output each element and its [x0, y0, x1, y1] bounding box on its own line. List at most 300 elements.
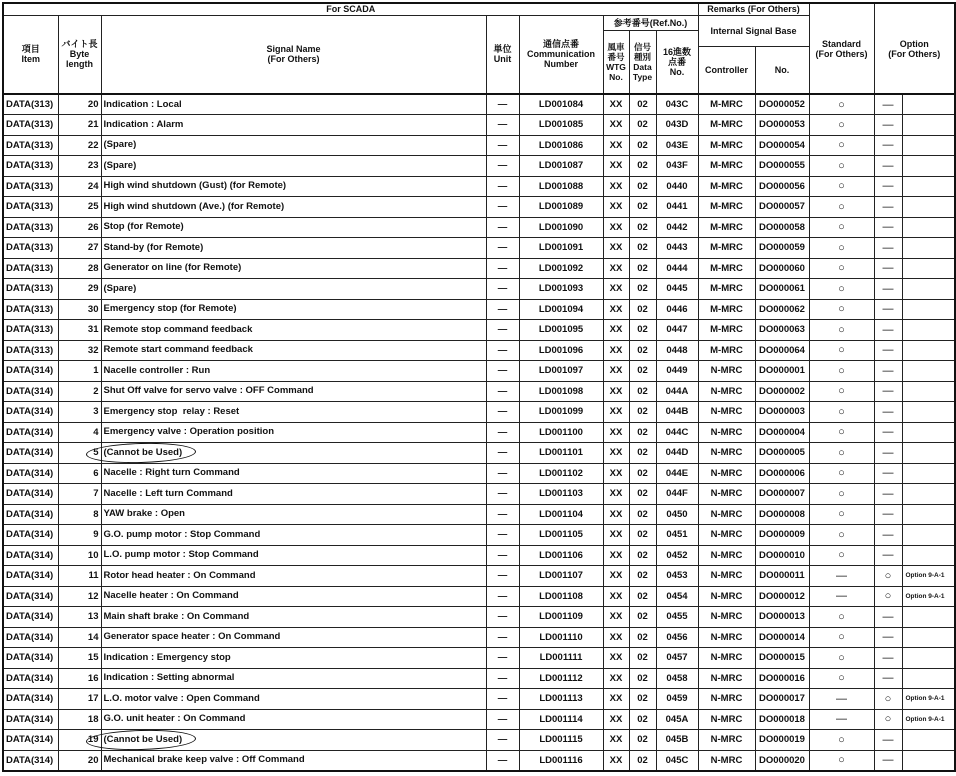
- option-header: [874, 3, 955, 94]
- standard-mark-cell: ○: [809, 525, 874, 546]
- item-cell: DATA(314): [3, 443, 58, 464]
- controller-cell: M-MRC: [698, 197, 755, 218]
- data-type-cell: 02: [629, 463, 656, 484]
- signal-base-number-cell: DO000003: [755, 402, 809, 423]
- wtg-no-cell: XX: [603, 217, 629, 238]
- option-mark-cell: —: [874, 361, 902, 382]
- option-note-cell: [902, 504, 955, 525]
- communication-number-cell: LD001100: [519, 422, 603, 443]
- option-note-cell: [902, 320, 955, 341]
- wtg-no-cell: XX: [603, 689, 629, 710]
- item-cell: DATA(313): [3, 217, 58, 238]
- table-row: [3, 176, 955, 197]
- hex-number-cell: 0458: [656, 668, 698, 689]
- signal-base-number-cell: DO000056: [755, 176, 809, 197]
- wtg-no-cell: XX: [603, 299, 629, 320]
- option-note-cell: [902, 750, 955, 771]
- table-row: [3, 258, 955, 279]
- data-type-cell: 02: [629, 94, 656, 115]
- communication-number-cell: LD001095: [519, 320, 603, 341]
- communication-number-cell: LD001105: [519, 525, 603, 546]
- signal-name-text: L.O. motor valve : Open Command: [103, 692, 260, 704]
- signal-name-text: Nacelle controller : Run: [103, 364, 211, 376]
- communication-number-cell: LD001096: [519, 340, 603, 361]
- byte-length-cell: 15: [58, 648, 101, 669]
- byte-length-cell: 17: [58, 689, 101, 710]
- standard-mark-cell: ○: [809, 750, 874, 771]
- communication-number-cell: LD001098: [519, 381, 603, 402]
- standard-mark-cell: ○: [809, 668, 874, 689]
- byte-length-cell: 20: [58, 94, 101, 115]
- signal-name-cell: [101, 217, 486, 238]
- table-row: [3, 279, 955, 300]
- wtg-no-cell: XX: [603, 115, 629, 136]
- signal-name-header: [101, 15, 486, 94]
- controller-cell: N-MRC: [698, 689, 755, 710]
- standard-header-sublabel: (For Others): [815, 48, 868, 59]
- data-type-cell: 02: [629, 238, 656, 259]
- hex-number-cell: 044E: [656, 463, 698, 484]
- unit-cell: —: [486, 525, 519, 546]
- signal-name-cell: [101, 238, 486, 259]
- communication-number-cell: LD001101: [519, 443, 603, 464]
- signal-base-number-cell: DO000005: [755, 443, 809, 464]
- item-cell: DATA(314): [3, 689, 58, 710]
- byte-length-cell: 9: [58, 525, 101, 546]
- standard-mark-cell: —: [809, 586, 874, 607]
- table-row: [3, 709, 955, 730]
- communication-number-cell: LD001099: [519, 402, 603, 423]
- signal-name-text: (Spare): [103, 139, 137, 151]
- option-mark-cell: —: [874, 525, 902, 546]
- table-row: [3, 648, 955, 669]
- hex-number-cell: 0459: [656, 689, 698, 710]
- byte-length-cell: 28: [58, 258, 101, 279]
- standard-mark-cell: ○: [809, 463, 874, 484]
- option-note-cell: [902, 115, 955, 136]
- internal-signal-base-header: Internal Signal Base: [698, 15, 809, 46]
- signal-base-number-cell: DO000052: [755, 94, 809, 115]
- signal-name-header-label: Signal Name: [266, 44, 321, 55]
- controller-cell: N-MRC: [698, 545, 755, 566]
- wtg-no-cell: XX: [603, 627, 629, 648]
- signal-base-number-cell: DO000063: [755, 320, 809, 341]
- option-mark-cell: —: [874, 484, 902, 505]
- controller-cell: M-MRC: [698, 217, 755, 238]
- standard-mark-cell: ○: [809, 730, 874, 751]
- byte-length-cell: 10: [58, 545, 101, 566]
- option-mark-cell: —: [874, 197, 902, 218]
- data-type-cell: 02: [629, 525, 656, 546]
- table-row: [3, 627, 955, 648]
- signal-name-text: Shut Off valve for servo valve : OFF Command: [103, 385, 314, 397]
- option-mark-cell: —: [874, 504, 902, 525]
- option-mark-cell: ○: [874, 566, 902, 587]
- signal-base-number-cell: DO000010: [755, 545, 809, 566]
- standard-mark-cell: ○: [809, 320, 874, 341]
- controller-cell: M-MRC: [698, 299, 755, 320]
- standard-mark-cell: ○: [809, 402, 874, 423]
- wtg-no-cell: XX: [603, 607, 629, 628]
- byte-length-cell: 19: [58, 730, 101, 751]
- byte-length-cell: 13: [58, 607, 101, 628]
- unit-cell: —: [486, 730, 519, 751]
- controller-cell: M-MRC: [698, 176, 755, 197]
- byte-length-cell: 26: [58, 217, 101, 238]
- data-type-cell: 02: [629, 668, 656, 689]
- communication-number-cell: LD001108: [519, 586, 603, 607]
- item-cell: DATA(314): [3, 586, 58, 607]
- standard-mark-cell: ○: [809, 135, 874, 156]
- wtg-no-header-jp2: 番号: [607, 51, 625, 62]
- data-type-cell: 02: [629, 115, 656, 136]
- option-note-cell: [902, 443, 955, 464]
- unit-cell: —: [486, 299, 519, 320]
- communication-number-cell: LD001085: [519, 115, 603, 136]
- signal-name-cell: [101, 627, 486, 648]
- table-row: [3, 299, 955, 320]
- byte-length-header-jp: バイト長: [61, 39, 98, 50]
- data-type-cell: 02: [629, 484, 656, 505]
- controller-cell: M-MRC: [698, 135, 755, 156]
- byte-length-cell: 31: [58, 320, 101, 341]
- wtg-no-cell: XX: [603, 566, 629, 587]
- item-cell: DATA(314): [3, 545, 58, 566]
- signal-name-cell: [101, 115, 486, 136]
- option-mark-cell: —: [874, 648, 902, 669]
- controller-cell: N-MRC: [698, 668, 755, 689]
- controller-cell: N-MRC: [698, 627, 755, 648]
- unit-cell: —: [486, 94, 519, 115]
- signal-name-cell: [101, 463, 486, 484]
- item-header-en: Item: [21, 54, 40, 65]
- byte-length-cell: 2: [58, 381, 101, 402]
- unit-header-jp: 単位: [493, 44, 512, 55]
- unit-cell: —: [486, 545, 519, 566]
- option-note-cell: [902, 607, 955, 628]
- wtg-no-header-en1: WTG: [606, 61, 626, 72]
- table-row: [3, 586, 955, 607]
- table-row: [3, 443, 955, 464]
- hex-number-header: [656, 30, 698, 94]
- data-type-cell: 02: [629, 156, 656, 177]
- data-type-cell: 02: [629, 279, 656, 300]
- signal-name-text: Remote stop command feedback: [103, 323, 253, 335]
- communication-number-cell: LD001092: [519, 258, 603, 279]
- standard-mark-cell: ○: [809, 156, 874, 177]
- option-note-cell: [902, 197, 955, 218]
- item-cell: DATA(314): [3, 668, 58, 689]
- signal-name-cell: [101, 443, 486, 464]
- signal-name-text: Indication : Emergency stop: [103, 651, 231, 663]
- table-row: [3, 525, 955, 546]
- standard-mark-cell: ○: [809, 381, 874, 402]
- signal-name-text: YAW brake : Open: [103, 508, 185, 520]
- unit-cell: —: [486, 361, 519, 382]
- unit-cell: —: [486, 156, 519, 177]
- item-cell: DATA(314): [3, 730, 58, 751]
- standard-mark-cell: ○: [809, 484, 874, 505]
- table-row: [3, 463, 955, 484]
- signal-name-cell: [101, 422, 486, 443]
- wtg-no-cell: XX: [603, 197, 629, 218]
- data-type-header: [629, 30, 656, 94]
- data-type-cell: 02: [629, 750, 656, 771]
- item-cell: DATA(314): [3, 484, 58, 505]
- controller-cell: N-MRC: [698, 484, 755, 505]
- signal-name-cell: [101, 709, 486, 730]
- option-mark-cell: —: [874, 750, 902, 771]
- wtg-no-cell: XX: [603, 402, 629, 423]
- data-type-cell: 02: [629, 135, 656, 156]
- table-body: [3, 94, 955, 771]
- hex-number-cell: 045B: [656, 730, 698, 751]
- data-type-cell: 02: [629, 217, 656, 238]
- byte-length-cell: 27: [58, 238, 101, 259]
- signal-name-text: Emergency valve : Operation position: [103, 426, 275, 438]
- data-type-cell: 02: [629, 566, 656, 587]
- option-note-cell: Option 9-A-1: [902, 586, 955, 607]
- communication-number-header: [519, 15, 603, 94]
- controller-cell: N-MRC: [698, 586, 755, 607]
- signal-base-number-cell: DO000002: [755, 381, 809, 402]
- item-cell: DATA(313): [3, 176, 58, 197]
- option-mark-cell: —: [874, 94, 902, 115]
- table-row: [3, 135, 955, 156]
- option-mark-cell: —: [874, 443, 902, 464]
- item-cell: DATA(314): [3, 422, 58, 443]
- standard-mark-cell: ○: [809, 279, 874, 300]
- communication-number-cell: LD001115: [519, 730, 603, 751]
- data-type-header-en2: Type: [632, 71, 653, 82]
- table-row: [3, 238, 955, 259]
- controller-cell: M-MRC: [698, 156, 755, 177]
- item-cell: DATA(313): [3, 197, 58, 218]
- data-type-cell: 02: [629, 443, 656, 464]
- signal-name-cell: [101, 750, 486, 771]
- unit-cell: —: [486, 709, 519, 730]
- item-cell: DATA(314): [3, 463, 58, 484]
- signal-name-text: Indication : Setting abnormal: [103, 672, 235, 684]
- standard-mark-cell: —: [809, 709, 874, 730]
- data-type-cell: 02: [629, 176, 656, 197]
- wtg-no-cell: XX: [603, 135, 629, 156]
- table-row: [3, 607, 955, 628]
- hex-number-cell: 0457: [656, 648, 698, 669]
- standard-mark-cell: ○: [809, 648, 874, 669]
- communication-number-cell: LD001116: [519, 750, 603, 771]
- communication-number-cell: LD001090: [519, 217, 603, 238]
- wtg-no-cell: XX: [603, 750, 629, 771]
- signal-name-cell: [101, 299, 486, 320]
- data-type-cell: 02: [629, 402, 656, 423]
- hex-number-cell: 0444: [656, 258, 698, 279]
- communication-number-header-en2: Number: [543, 59, 578, 70]
- option-note-cell: [902, 94, 955, 115]
- communication-number-cell: LD001089: [519, 197, 603, 218]
- hex-number-cell: 0448: [656, 340, 698, 361]
- controller-cell: N-MRC: [698, 463, 755, 484]
- controller-cell: M-MRC: [698, 279, 755, 300]
- item-cell: DATA(314): [3, 504, 58, 525]
- option-mark-cell: —: [874, 422, 902, 443]
- data-type-cell: 02: [629, 197, 656, 218]
- standard-header: [809, 3, 874, 94]
- controller-cell: N-MRC: [698, 381, 755, 402]
- hex-number-cell: 0446: [656, 299, 698, 320]
- hex-number-cell: 043F: [656, 156, 698, 177]
- option-note-cell: [902, 135, 955, 156]
- unit-cell: —: [486, 176, 519, 197]
- option-note-cell: [902, 156, 955, 177]
- wtg-no-cell: XX: [603, 586, 629, 607]
- hex-number-cell: 0452: [656, 545, 698, 566]
- signal-name-text: Nacelle heater : On Command: [103, 590, 239, 602]
- communication-number-cell: LD001102: [519, 463, 603, 484]
- option-note-cell: Option 9-A-1: [902, 689, 955, 710]
- data-type-cell: 02: [629, 607, 656, 628]
- table-row: [3, 115, 955, 136]
- controller-cell: M-MRC: [698, 94, 755, 115]
- data-type-cell: 02: [629, 299, 656, 320]
- signal-name-cell: [101, 197, 486, 218]
- byte-length-cell: 1: [58, 361, 101, 382]
- unit-cell: —: [486, 463, 519, 484]
- controller-cell: N-MRC: [698, 402, 755, 423]
- unit-cell: —: [486, 279, 519, 300]
- hex-number-cell: 045C: [656, 750, 698, 771]
- signal-name-cell: [101, 176, 486, 197]
- signal-name-text: Generator on line (for Remote): [103, 262, 242, 274]
- hex-number-cell: 044A: [656, 381, 698, 402]
- signal-name-cell: [101, 668, 486, 689]
- communication-number-cell: LD001086: [519, 135, 603, 156]
- table-row: [3, 504, 955, 525]
- hex-number-cell: 0456: [656, 627, 698, 648]
- data-type-cell: 02: [629, 689, 656, 710]
- hex-number-cell: 0443: [656, 238, 698, 259]
- signal-name-cell: [101, 586, 486, 607]
- standard-mark-cell: ○: [809, 217, 874, 238]
- communication-number-cell: LD001088: [519, 176, 603, 197]
- signal-name-cell: [101, 156, 486, 177]
- byte-length-header-en2: length: [66, 59, 93, 70]
- item-cell: DATA(313): [3, 258, 58, 279]
- item-header-jp: 項目: [21, 44, 40, 55]
- table-row: [3, 402, 955, 423]
- table-row: [3, 197, 955, 218]
- standard-mark-cell: ○: [809, 299, 874, 320]
- item-cell: DATA(314): [3, 566, 58, 587]
- unit-cell: —: [486, 566, 519, 587]
- signal-base-number-cell: DO000057: [755, 197, 809, 218]
- option-mark-cell: —: [874, 402, 902, 423]
- standard-mark-cell: ○: [809, 197, 874, 218]
- data-type-cell: 02: [629, 340, 656, 361]
- byte-length-cell: 30: [58, 299, 101, 320]
- signal-base-number-cell: DO000062: [755, 299, 809, 320]
- option-mark-cell: —: [874, 381, 902, 402]
- hex-number-header-jp1: 16進数: [662, 46, 691, 57]
- byte-length-cell: 3: [58, 402, 101, 423]
- wtg-no-cell: XX: [603, 545, 629, 566]
- wtg-no-cell: XX: [603, 94, 629, 115]
- wtg-no-cell: XX: [603, 340, 629, 361]
- controller-cell: N-MRC: [698, 730, 755, 751]
- data-type-cell: 02: [629, 361, 656, 382]
- signal-base-number-cell: DO000001: [755, 361, 809, 382]
- controller-cell: N-MRC: [698, 648, 755, 669]
- standard-mark-cell: ○: [809, 443, 874, 464]
- signal-name-cell: [101, 340, 486, 361]
- signal-name-cell: [101, 525, 486, 546]
- item-cell: DATA(314): [3, 627, 58, 648]
- option-note-cell: [902, 381, 955, 402]
- table-row: [3, 668, 955, 689]
- signal-name-cell: [101, 258, 486, 279]
- item-cell: DATA(314): [3, 361, 58, 382]
- hex-number-cell: 044D: [656, 443, 698, 464]
- byte-length-cell: 11: [58, 566, 101, 587]
- byte-length-cell: 20: [58, 750, 101, 771]
- signal-name-text: High wind shutdown (Ave.) (for Remote): [103, 200, 285, 212]
- option-mark-cell: ○: [874, 689, 902, 710]
- communication-number-cell: LD001087: [519, 156, 603, 177]
- communication-number-cell: LD001097: [519, 361, 603, 382]
- byte-length-cell: 16: [58, 668, 101, 689]
- signal-name-text: G.O. unit heater : On Command: [103, 713, 246, 725]
- signal-name-cell: [101, 730, 486, 751]
- byte-length-cell: 24: [58, 176, 101, 197]
- controller-cell: N-MRC: [698, 750, 755, 771]
- standard-mark-cell: ○: [809, 504, 874, 525]
- option-mark-cell: —: [874, 135, 902, 156]
- byte-length-header: [58, 15, 101, 94]
- table-row: [3, 422, 955, 443]
- wtg-no-cell: XX: [603, 648, 629, 669]
- signal-base-number-cell: DO000018: [755, 709, 809, 730]
- signal-name-cell: [101, 320, 486, 341]
- option-mark-cell: —: [874, 607, 902, 628]
- option-mark-cell: —: [874, 463, 902, 484]
- signal-base-number-cell: DO000006: [755, 463, 809, 484]
- communication-number-cell: LD001113: [519, 689, 603, 710]
- option-mark-cell: —: [874, 730, 902, 751]
- hex-number-cell: 0447: [656, 320, 698, 341]
- communication-number-cell: LD001111: [519, 648, 603, 669]
- controller-cell: N-MRC: [698, 709, 755, 730]
- signal-base-number-cell: DO000064: [755, 340, 809, 361]
- unit-cell: —: [486, 217, 519, 238]
- wtg-no-cell: XX: [603, 320, 629, 341]
- option-note-cell: [902, 525, 955, 546]
- signal-name-text: Nacelle : Right turn Command: [103, 467, 240, 479]
- option-note-cell: [902, 402, 955, 423]
- signal-list-table: [2, 2, 956, 772]
- data-type-header-en1: Data: [633, 61, 652, 72]
- unit-cell: —: [486, 750, 519, 771]
- item-cell: DATA(313): [3, 238, 58, 259]
- controller-cell: M-MRC: [698, 238, 755, 259]
- signal-name-text: (Cannot be Used): [103, 733, 183, 745]
- option-header-label: Option: [899, 38, 929, 49]
- standard-header-label: Standard: [821, 38, 861, 49]
- controller-cell: M-MRC: [698, 340, 755, 361]
- unit-header: [486, 15, 519, 94]
- ref-no-header: 参考番号(Ref.No.): [603, 15, 698, 30]
- signal-base-number-cell: DO000059: [755, 238, 809, 259]
- byte-length-cell: 7: [58, 484, 101, 505]
